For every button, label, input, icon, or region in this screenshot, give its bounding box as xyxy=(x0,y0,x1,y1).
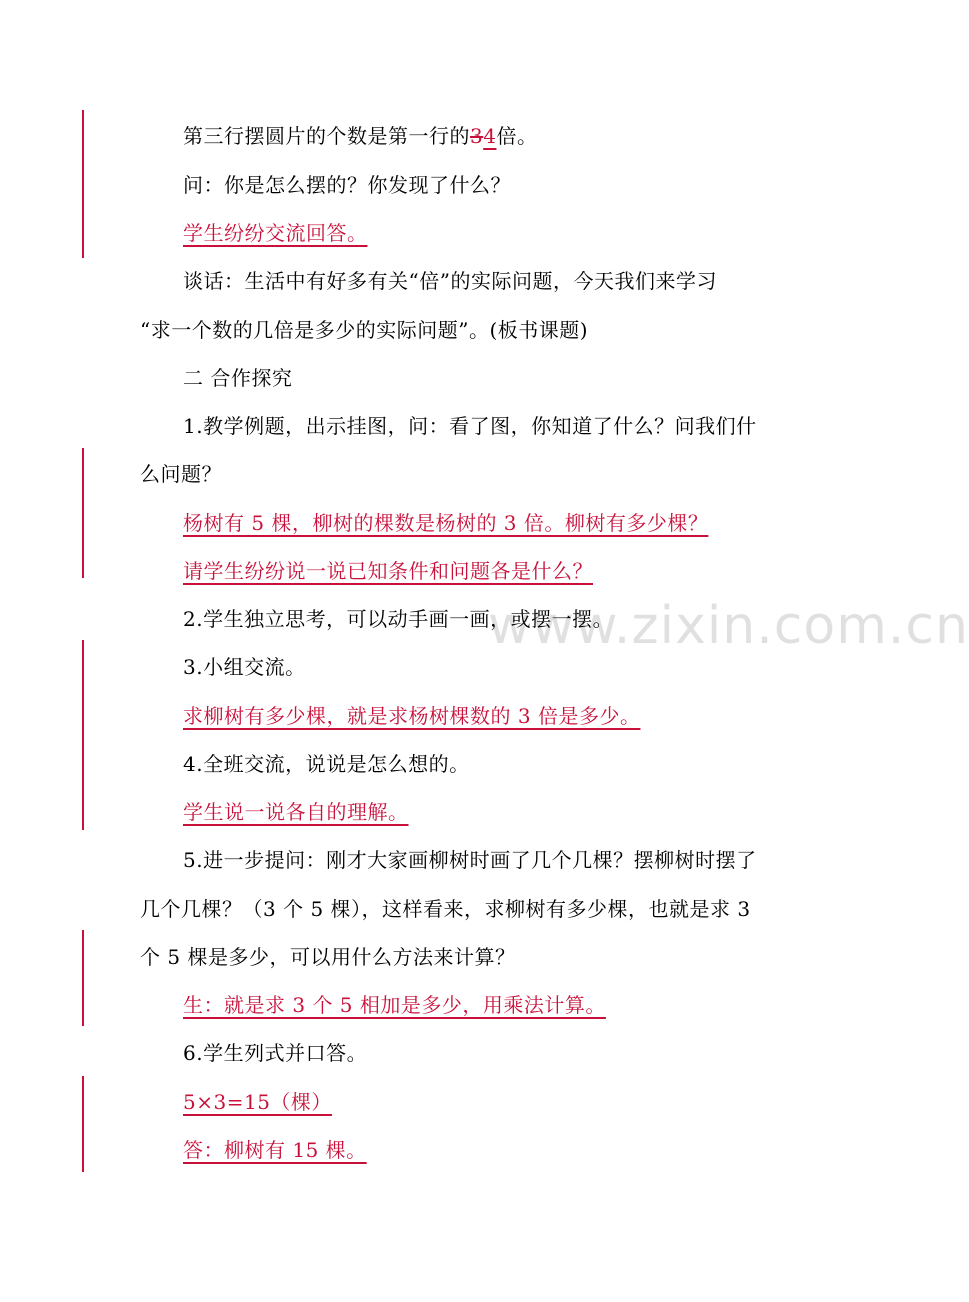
paragraph-line: 3.小组交流。 xyxy=(183,655,306,679)
inserted-line: 生：就是求 3 个 5 相加是多少，用乘法计算。 xyxy=(183,993,606,1017)
change-bar xyxy=(82,930,84,1026)
paragraph-line: 5.进一步提问：刚才大家画柳树时画了几个几棵？摆柳树时摆了 xyxy=(183,848,757,872)
inserted-line: 学生纷纷交流回答。 xyxy=(183,221,368,245)
inserted-line: 杨树有 5 棵，柳树的棵数是杨树的 3 倍。柳树有多少棵？ xyxy=(183,511,709,535)
paragraph-line: 么问题？ xyxy=(140,462,222,486)
change-bar xyxy=(82,640,84,830)
paragraph-line: “求一个数的几倍是多少的实际问题”。(板书课题) xyxy=(140,318,589,342)
paragraph-line: 几个几棵？（3 个 5 棵），这样看来，求柳树有多少棵，也就是求 3 xyxy=(140,897,751,921)
change-bar xyxy=(82,1076,84,1172)
paragraph-line: 问：你是怎么摆的？你发现了什么？ xyxy=(183,173,511,197)
paragraph-line: 谈话：生活中有好多有关“倍”的实际问题，今天我们来学习 xyxy=(183,269,717,293)
paragraph-line: 6.学生列式并口答。 xyxy=(183,1041,368,1065)
watermark: www.zixin.com.cn xyxy=(488,596,969,656)
paragraph-line: 4.全班交流，说说是怎么想的。 xyxy=(183,752,470,776)
inserted-line: 学生说一说各自的理解。 xyxy=(183,800,409,824)
inserted-line: 请学生纷纷说一说已知条件和问题各是什么？ xyxy=(183,559,593,583)
text-run: 倍。 xyxy=(496,124,538,148)
text-run: 第三行摆圆片的个数是第一行的 xyxy=(183,124,470,148)
section-heading: 二 合作探究 xyxy=(183,366,293,390)
change-bar xyxy=(82,110,84,258)
inserted-line: 5×3=15（棵） xyxy=(183,1090,332,1114)
paragraph-line: 1.教学例题，出示挂图，问：看了图，你知道了什么？问我们什 xyxy=(183,414,757,438)
paragraph-line: 2.学生独立思考，可以动手画一画，或摆一摆。 xyxy=(183,607,614,631)
inserted-line: 答：柳树有 15 棵。 xyxy=(183,1138,367,1162)
inserted-text: 4 xyxy=(483,124,497,148)
paragraph-line: 个 5 棵是多少，可以用什么方法来计算？ xyxy=(140,945,516,969)
change-bar xyxy=(82,448,84,578)
deleted-text: 3 xyxy=(470,124,484,148)
paragraph-line xyxy=(183,124,537,148)
inserted-line: 求柳树有多少棵，就是求杨树棵数的 3 倍是多少。 xyxy=(183,704,641,728)
